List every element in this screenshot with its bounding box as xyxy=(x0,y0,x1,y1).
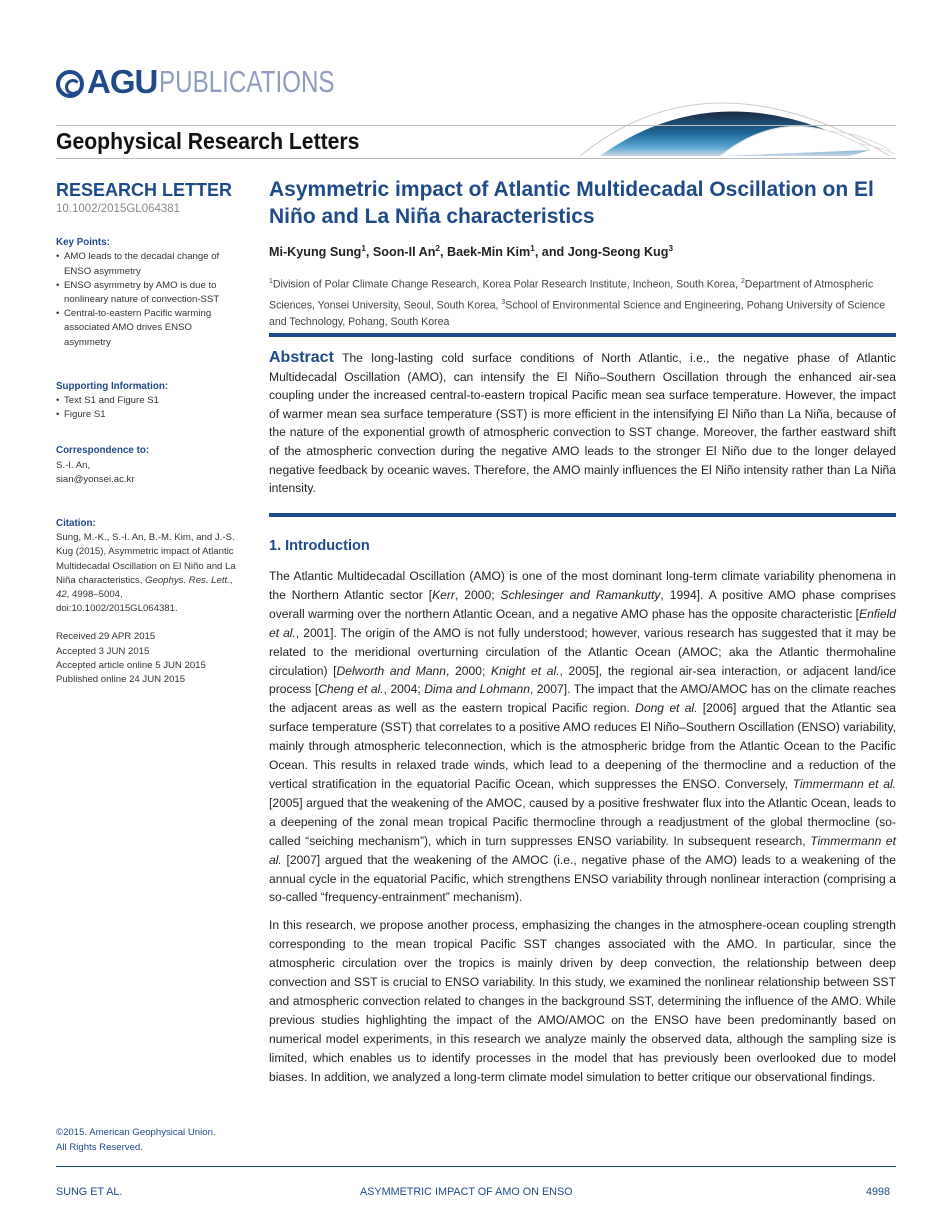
abstract xyxy=(269,349,896,498)
page-number: 4998 xyxy=(866,1186,891,1198)
article-type: RESEARCH LETTER xyxy=(56,180,233,200)
header-rule xyxy=(56,125,896,126)
agu-publications-logo xyxy=(56,62,384,98)
author-name[interactable]: Mi-Kyung Sung xyxy=(269,245,362,260)
date-published: Published online 24 JUN 2015 xyxy=(56,674,186,686)
section-divider xyxy=(269,513,896,517)
author-name[interactable]: Soon-Il An xyxy=(372,245,436,260)
dates xyxy=(56,630,241,687)
date-accepted-online: Accepted article online 5 JUN 2015 xyxy=(56,659,206,671)
key-points-heading: Key Points: xyxy=(56,237,110,249)
text-run: , 2000; xyxy=(446,663,491,678)
logo-publications-text: PUBLICATIONS xyxy=(159,64,335,99)
author-list xyxy=(269,244,896,259)
affiliation-text: School of Environmental Science and Engineering, Pohang University of Science and Technology, Pohang, South Korea xyxy=(269,299,886,329)
text-run: [2007] argued that the weakening of the AMOC (i.e., negative phase of the AMO) leads to a weakening of the annual cycle in the equatorial Pacific, which strengthens ENSO variability through nonlinear interaction (comprising a so-called “frequency-entrainment” mechanism). xyxy=(269,852,896,905)
correspondence-name: S.-I. An, xyxy=(56,459,91,471)
author-name[interactable]: Jong-Seong Kug xyxy=(567,245,669,260)
italic-text: Kerr xyxy=(432,587,455,602)
key-point: • ENSO asymmetry by AMO is due to nonlineary nature of convection-SST xyxy=(64,279,241,307)
affiliation-marker: 2 xyxy=(435,244,440,253)
text-run: , 2004; xyxy=(383,682,425,697)
text-run: [2006] argued that the Atlantic sea surface temperature (SST) that correlates to a positive AMO reduces El Niño–Southern Oscillation (ENSO) variability, mainly through atmospheric teleconnection, which is the atmospheric bridge from the Atlantic Ocean to the Pacific Ocean. This results in relaxed trade winds, which lead to a deepening of the thermocline and a reduction of the vertical stratification in the equatorial Pacific Ocean, which suppresses the ENSO. Conversely, xyxy=(269,701,896,791)
text-run: , 2007]. The impact that the AMO/AMOC has on the climate reaches the adjacent areas as well as the eastern tropical Pacific region. xyxy=(269,682,896,716)
affiliation-text: Department of Atmospheric Sciences, Yonsei University, Seoul, South Korea, xyxy=(269,278,874,312)
text-run: Sung, M.-K., S.-I. An, B.-M. Kim, and J.-S. Kug (2015), Asymmetric impact of Atlantic Multidecadal Oscillation on El Niño and La Niña characteristics, xyxy=(56,532,236,586)
italic-text: Dong et al. xyxy=(635,701,698,716)
supporting-item[interactable]: • Figure S1 xyxy=(64,408,241,422)
header-rule xyxy=(56,158,896,159)
author-separator: , and xyxy=(534,245,568,260)
paragraph xyxy=(269,567,896,907)
agu-logo-icon xyxy=(56,70,84,98)
section-divider xyxy=(269,333,896,337)
italic-text: Timmermann et al. xyxy=(269,833,896,867)
text-run: , xyxy=(229,574,233,586)
italic-text: Schlesinger and Ramankutty xyxy=(500,587,661,602)
copyright-line: All Rights Reserved. xyxy=(56,1141,143,1153)
article-header xyxy=(269,176,896,331)
italic-text: Cheng et al. xyxy=(318,682,384,697)
citation-text xyxy=(56,531,241,616)
article-title: Asymmetric impact of Atlantic Multidecadal Oscillation on El Niño and La Niña characteristics xyxy=(269,178,874,228)
text-run: The Atlantic Multidecadal Oscillation (AMO) is one of the most dominant long-term climate variability phenomena in the Northern Atlantic sector [ xyxy=(269,569,896,602)
text-run: In this research, we propose another process, emphasizing the changes in the atmosphere-ocean coupling strength corresponding to the mean tropical Pacific SST changes associated with the AMO. In particular, since the atmospheric circulation over the tropics is mainly driven by deep convection, the relationship between deep convection and SST is crucial to ENSO variability. In this study, we examined the nonlinear relationship between SST and atmospheric convection related to changes in the background SST, determining the influence of the AMO. While previous studies highlighting the impact of the AMO/AMOC on the ENSO have been predominantly based on numerical model experiments, in this research we analyze mainly the observed data, although the sampling size is limited, which enables us to identify processes in the model that has previously been overlooked due to model biases. In addition, we analyzed a long-term climate model simulation to better critique our observational findings. xyxy=(269,918,896,1084)
affiliation-marker: 1 xyxy=(530,244,535,253)
correspondence xyxy=(56,444,241,487)
sidebar xyxy=(56,178,241,687)
italic-text: 42 xyxy=(56,589,67,601)
text-run: , 4998–5004, doi:10.1002/2015GL064381. xyxy=(56,589,178,615)
text-run: , 1994]. A positive AMO phase comprises overall warming over the northern Atlantic Ocean, and a negative AMO phase has the opposite characteristic [ xyxy=(269,587,896,621)
correspondence-email[interactable]: sian@yonsei.ac.kr xyxy=(56,473,135,485)
author-name[interactable]: Baek-Min Kim xyxy=(446,245,531,260)
key-point: • Central-to-eastern Pacific warming associated AMO drives ENSO asymmetry xyxy=(64,307,241,350)
paragraph xyxy=(269,916,896,1086)
affiliations xyxy=(269,273,896,331)
author-separator: , xyxy=(439,245,447,260)
supporting-heading: Supporting Information: xyxy=(56,380,169,392)
copyright xyxy=(56,1126,216,1155)
text-run: [2005] argued that the weakening of the AMOC, caused by a positive freshwater flux into the Atlantic Ocean, leads to a deepening of the zonal mean tropical Pacific thermocline through a readjustment of the global thermocline (so-called “seiching mechanism”), which in turn suppresses ENSO variability. In subsequent research, xyxy=(269,795,896,848)
affiliation-marker: 3 xyxy=(668,244,674,253)
affiliation-marker: 2 xyxy=(740,278,745,286)
correspondence-heading: Correspondence to: xyxy=(56,445,150,457)
footer-authors: SUNG ET AL. xyxy=(56,1186,123,1198)
abstract-text: The long-lasting cold surface conditions of North Atlantic, i.e., the negative phase of Atlantic Multidecadal Oscillation (AMO), can intensify the El Niño–Southern Oscillation through the enhanced air-sea coupling under the increased central-to-eastern tropical Pacific mean sea surface temperature. However, the impact of warmer mean sea surface temperature (SST) is more efficient in the intensifying El Niño than La Niña, because of the nature of the exponential growth of atmospheric convection to SST change. Moreover, the farther eastward shift of the atmospheric convection during the negative AMO leads to the stronger El Niño due to the longer delayed negative feedback by oceanic waves. Therefore, the AMO mainly influences the El Niño intensity rather than La Niña intensity. xyxy=(269,351,896,496)
introduction-body xyxy=(269,567,896,1095)
journal-name: Geophysical Research Letters xyxy=(56,128,360,154)
date-accepted: Accepted 3 JUN 2015 xyxy=(56,645,150,657)
logo-agu-text: AGU xyxy=(87,63,158,100)
abstract-heading: Abstract xyxy=(269,349,334,366)
citation-heading: Citation: xyxy=(56,518,96,530)
author-separator: , xyxy=(365,245,373,260)
affiliation-marker: 1 xyxy=(269,278,273,286)
italic-text: Knight et al. xyxy=(491,663,560,678)
supporting-information xyxy=(56,380,241,423)
affiliation-text: Division of Polar Climate Change Research, Korea Polar Research Institute, Incheon, South Korea, xyxy=(272,278,741,291)
affiliation-marker: 3 xyxy=(501,298,506,306)
section-heading-introduction: 1. Introduction xyxy=(269,538,370,554)
copyright-line: ©2015. American Geophysical Union. xyxy=(56,1127,216,1138)
key-points xyxy=(56,236,241,350)
affiliation-marker: 1 xyxy=(361,244,366,253)
italic-text: Timmermann et al. xyxy=(792,776,896,791)
footer-running-title: ASYMMETRIC IMPACT OF AMO ON ENSO xyxy=(360,1186,573,1198)
supporting-item[interactable]: • Text S1 and Figure S1 xyxy=(64,394,241,408)
italic-text: Enfield et al. xyxy=(269,606,896,640)
text-run: , 2000; xyxy=(454,587,501,602)
italic-text: Delworth and Mann xyxy=(336,663,447,678)
date-received: Received 29 APR 2015 xyxy=(56,631,156,643)
header-earth-arc-image xyxy=(560,70,900,156)
doi[interactable]: 10.1002/2015GL064381 xyxy=(56,203,181,215)
text-run: , 2005], the regional air-sea interaction, or adjacent land/ice process [ xyxy=(269,663,896,697)
key-point: • AMO leads to the decadal change of ENSO asymmetry xyxy=(64,250,241,278)
text-run: , 2001]. The origin of the AMO is not fully understood; however, various research has suggested that it may be related to the meridional overturning circulation of the Atlantic Ocean (AMOC; aka the Atlantic thermohaline circulation) [ xyxy=(269,625,896,678)
footer-rule xyxy=(56,1166,896,1167)
italic-text: Dima and Lohmann xyxy=(424,682,530,697)
citation xyxy=(56,517,241,616)
italic-text: Geophys. Res. Lett. xyxy=(145,574,230,586)
